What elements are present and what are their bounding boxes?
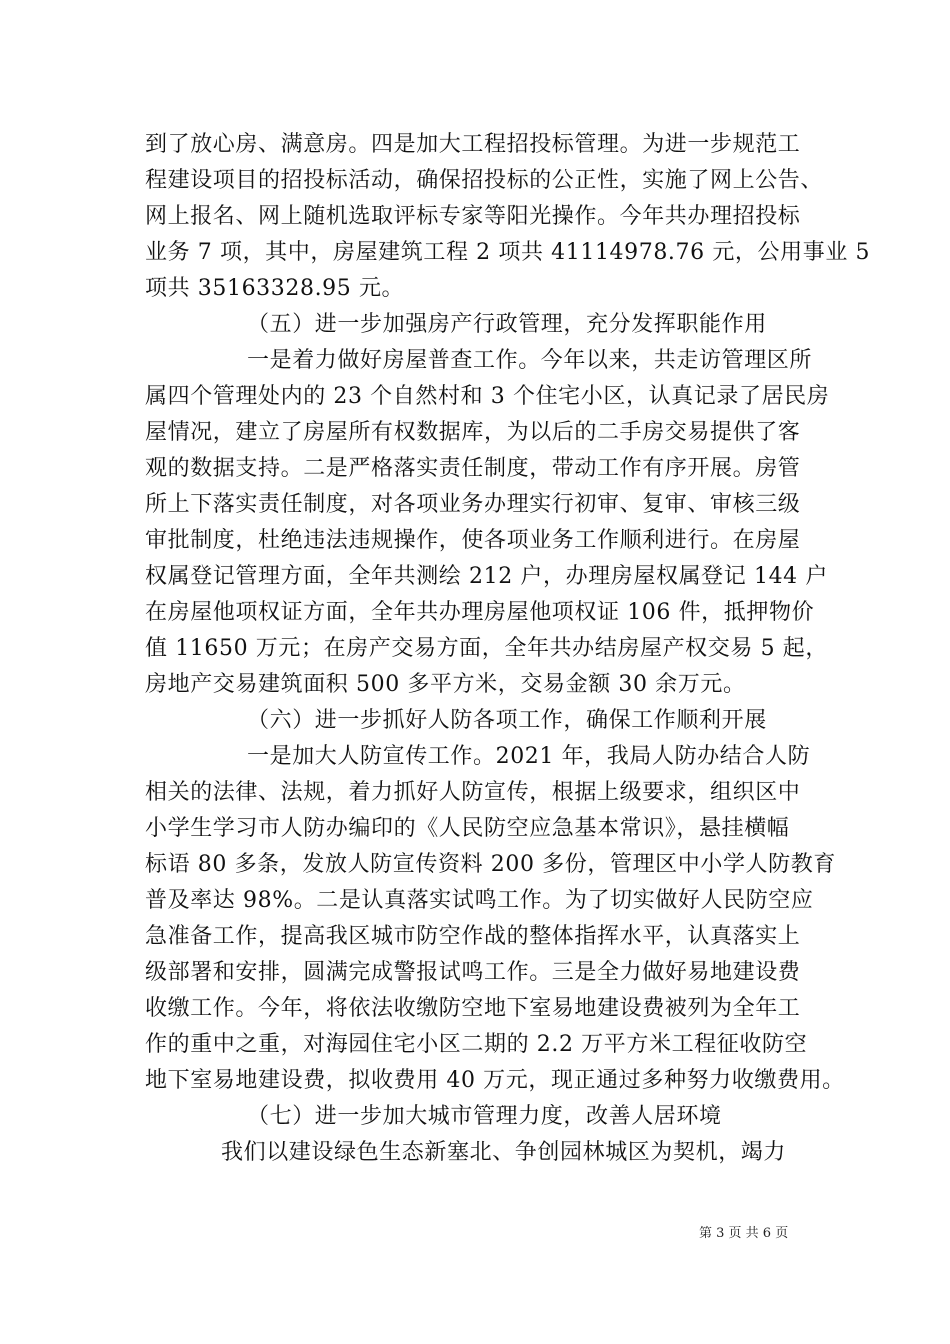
body-text-line: 业务 7 项，其中，房屋建筑工程 2 项共 41114978.76 元，公用事业 5	[145, 240, 871, 265]
body-text-line: 项共 35163328.95 元。	[145, 276, 405, 301]
body-text-line: 网上报名、网上随机选取评标专家等阳光操作。今年共办理招投标	[145, 204, 801, 229]
body-text-line: 级部署和安排，圆满完成警报试鸣工作。三是全力做好易地建设费	[145, 960, 801, 985]
body-text-line: 值 11650 万元；在房产交易方面，全年共办结房屋产权交易 5 起，	[145, 636, 828, 661]
body-text-line: 到了放心房、满意房。四是加大工程招投标管理。为进一步规范工	[145, 132, 801, 157]
body-text-line: 急准备工作，提高我区城市防空作战的整体指挥水平，认真落实上	[145, 924, 801, 949]
body-text-line: 观的数据支持。二是严格落实责任制度，带动工作有序开展。房管	[145, 456, 801, 481]
section-heading-7: （七）进一步加大城市管理力度，改善人居环境	[247, 1104, 722, 1129]
section-heading-6: （六）进一步抓好人防各项工作，确保工作顺利开展	[247, 708, 767, 733]
body-text-line: 我们以建设绿色生态新塞北、争创园林城区为契机，竭力	[221, 1140, 787, 1165]
body-text-line: 权属登记管理方面，全年共测绘 212 户，办理房屋权属登记 144 户	[145, 564, 828, 589]
page-number-footer: 第 3 页 共 6 页	[699, 1226, 789, 1241]
body-text-line: 小学生学习市人防办编印的《人民防空应急基本常识》，悬挂横幅	[145, 816, 790, 841]
body-text-line: 相关的法律、法规，着力抓好人防宣传，根据上级要求，组织区中	[145, 780, 801, 805]
body-text-line: 房地产交易建筑面积 500 多平方米，交易金额 30 余万元。	[145, 672, 746, 697]
body-text-line: 屋情况，建立了房屋所有权数据库，为以后的二手房交易提供了客	[145, 420, 801, 445]
body-text-line: 程建设项目的招投标活动，确保招投标的公正性，实施了网上公告、	[145, 168, 824, 193]
body-text-line: 一是加大人防宣传工作。2021 年，我局人防办结合人防	[247, 744, 811, 769]
body-text-line: 地下室易地建设费，拟收费用 40 万元，现正通过多种努力收缴费用。	[145, 1068, 845, 1093]
section-heading-5: （五）进一步加强房产行政管理，充分发挥职能作用	[247, 312, 767, 337]
body-text-line: 作的重中之重，对海园住宅小区二期的 2.2 万平方米工程征收防空	[145, 1032, 808, 1057]
body-text-line: 标语 80 多条，发放人防宣传资料 200 多份，管理区中小学人防教育	[145, 852, 836, 877]
body-text-line: 在房屋他项权证方面，全年共办理房屋他项权证 106 件，抵押物价	[145, 600, 815, 625]
body-text-line: 审批制度，杜绝违法违规操作，使各项业务工作顺利进行。在房屋	[145, 528, 801, 553]
body-text-line: 普及率达 98%。二是认真落实试鸣工作。为了切实做好人民防空应	[145, 888, 814, 913]
body-text-line: 所上下落实责任制度，对各项业务办理实行初审、复审、审核三级	[145, 492, 801, 517]
body-text-line: 收缴工作。今年，将依法收缴防空地下室易地建设费被列为全年工	[145, 996, 801, 1021]
body-text-line: 属四个管理处内的 23 个自然村和 3 个住宅小区，认真记录了居民房	[145, 384, 830, 409]
body-text-line: 一是着力做好房屋普查工作。今年以来，共走访管理区所	[247, 348, 813, 373]
